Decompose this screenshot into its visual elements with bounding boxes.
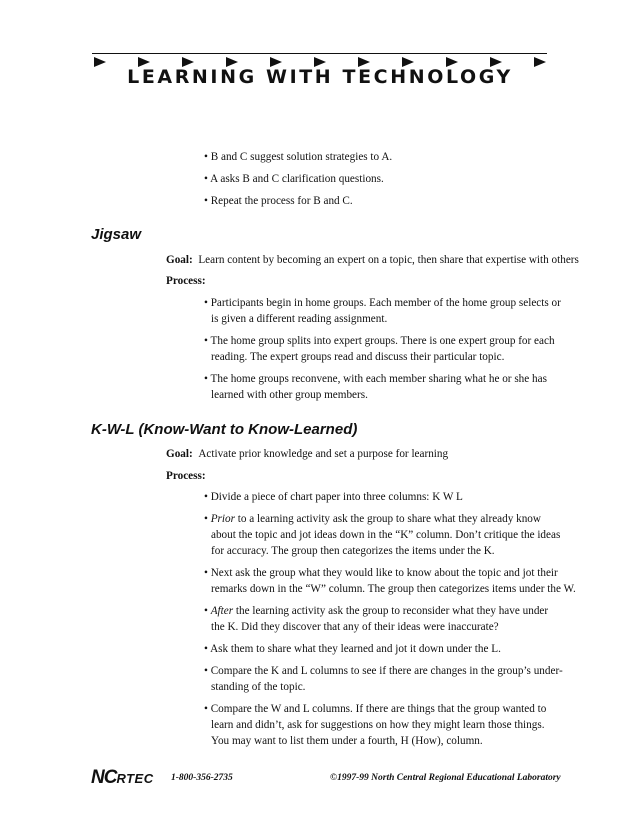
list-item-cont: the K. Did they discover that any of their ideas were inaccurate? (211, 621, 499, 633)
logo-nc: NC (91, 767, 117, 788)
list-item-cont: about the topic and jot ideas down in the “K” column. Don’t critique the ideas (211, 529, 561, 541)
list-item (204, 511, 541, 527)
list-item: • Next ask the group what they would like to know about the topic and jot their (204, 567, 558, 579)
list-item-cont: learned with other group members. (211, 389, 368, 401)
goal-text: Learn content by becoming an expert on a topic, then share that expertise with others (198, 254, 579, 266)
list-item: • Repeat the process for B and C. (204, 195, 353, 207)
list-item: • B and C suggest solution strategies to A. (204, 151, 393, 163)
emphasis-prior: Prior (210, 513, 235, 525)
goal-label: Goal: (166, 254, 193, 266)
list-item: • Compare the K and L columns to see if there are changes in the group’s under- (204, 665, 563, 677)
list-item: • A asks B and C clarification questions. (204, 173, 384, 185)
emphasis-after: After (210, 605, 234, 617)
goal-label: Goal: (166, 448, 193, 460)
list-item: • The home group splits into expert groups. There is one expert group for each (204, 335, 555, 347)
ncrtec-logo (91, 767, 154, 789)
list-item-cont: You may want to list them under a fourth, H (How), column. (211, 735, 483, 747)
list-item: • Participants begin in home groups. Each member of the home group selects or (204, 297, 561, 309)
list-item: • Ask them to share what they learned and jot it down under the L. (204, 643, 501, 655)
list-item-cont: standing of the topic. (211, 681, 306, 693)
bullet: • (204, 513, 211, 525)
section-heading-kwl: K-W-L (Know-Want to Know-Learned) (91, 421, 358, 438)
process-label: Process: (166, 275, 206, 287)
list-item-cont: reading. The expert groups read and discuss their particular topic. (211, 351, 505, 363)
jigsaw-process-label (166, 273, 206, 289)
list-item: • Divide a piece of chart paper into three columns: K W L (204, 491, 463, 503)
list-item (204, 603, 548, 619)
text: the learning activity ask the group to reconsider what they have under (233, 605, 549, 617)
footer-copyright: ©1997-99 North Central Regional Educational Laboratory (330, 773, 561, 783)
text: to a learning activity ask the group to share what they already know (234, 513, 541, 525)
list-item-cont: for accuracy. The group then categorizes the items under the K. (211, 545, 495, 557)
process-label: Process: (166, 470, 206, 482)
footer-phone: 1-800-356-2735 (171, 773, 233, 783)
section-heading-jigsaw: Jigsaw (91, 226, 142, 243)
list-item-cont: is given a different reading assignment. (211, 313, 388, 325)
list-item: • The home groups reconvene, with each member sharing what he or she has (204, 373, 547, 385)
kwl-process-label (166, 468, 206, 484)
header-rule (92, 53, 547, 54)
kwl-goal (166, 446, 448, 462)
list-item-cont: remarks down in the “W” column. The group then categorizes items under the W. (211, 583, 576, 595)
goal-text: Activate prior knowledge and set a purpose for learning (198, 448, 449, 460)
list-item-cont: learn and didn’t, ask for suggestions on how they might learn those things. (211, 719, 545, 731)
bullet: • (204, 605, 211, 617)
jigsaw-goal (166, 252, 579, 268)
page-banner: LEARNING WITH TECHNOLOGY (127, 66, 513, 88)
logo-rtec: RTEC (116, 771, 154, 786)
list-item: • Compare the W and L columns. If there are things that the group wanted to (204, 703, 547, 715)
